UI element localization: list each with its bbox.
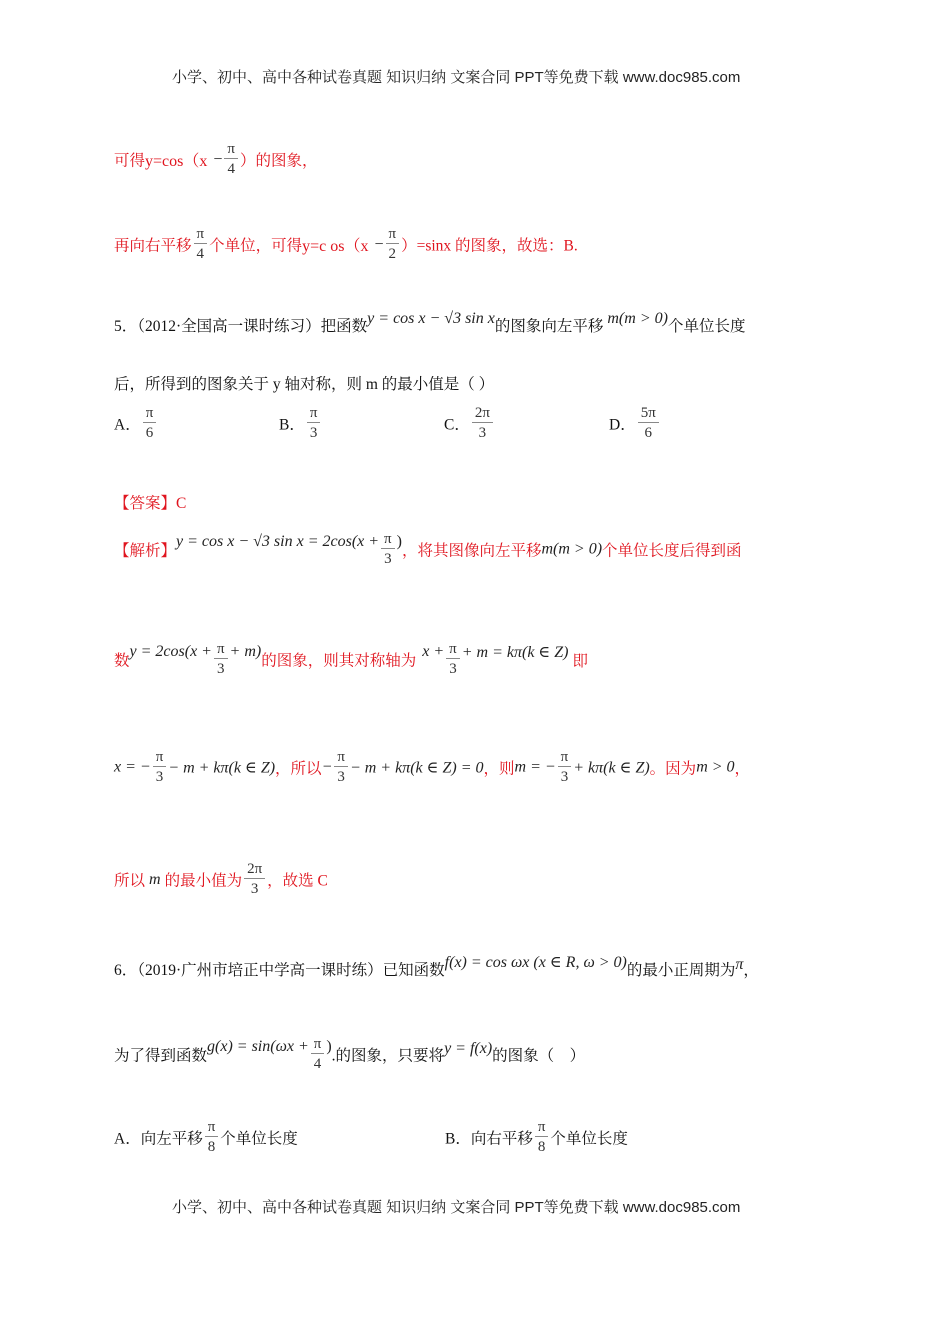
answer-value: C — [176, 495, 187, 512]
question-6-line-2: 为了得到函数g(x) = sin(ωx + $\frac{\pi}{4}$ ).的图象，只要将y = f(x)的图象（ ） — [114, 1036, 586, 1072]
math-expr: x + — [422, 642, 445, 660]
page-header: 小学、初中、高中各种试卷真题 知识归纳 文案合同 PPT等免费下载 www.doc985.com — [172, 69, 741, 86]
analysis-line-4: 所以 m 的最小值为 $\frac{2\pi}{3}$ ，故选 C — [114, 861, 328, 897]
math-expr: y=c os（x — [302, 238, 369, 255]
math-expr: x = − — [114, 758, 151, 776]
math-expr: y = f(x) — [444, 1039, 493, 1057]
question-6-line-1: 6．（2019·广州市培正中学高一课时练）已知函数f(x) = cos ωx (x ∈ R, ω > 0)的最小正周期为π， — [114, 954, 759, 979]
question-number: 6．（2019·广州市培正中学高一课时练）已知函数 — [114, 962, 445, 979]
fraction: $\frac{\pi}{4}$ — [224, 140, 238, 179]
text: 的最小正周期为 — [626, 962, 736, 979]
analysis-tag: 【解析】 — [114, 542, 177, 560]
math-expr: y = cos x − √3 sin x = 2cos(x + — [176, 532, 380, 550]
text: 的图象向左平移 — [494, 318, 604, 335]
prev-solution-line-1: 可得y=cos（x − $\frac{\pi}{4}$ ）的图象， — [114, 141, 318, 177]
text: 可得 — [114, 152, 146, 170]
option-b[interactable]: B． $\frac{\pi}{3}$ — [279, 404, 322, 443]
text: ）的图象， — [239, 152, 318, 170]
math-expr: y = 2cos(x + — [129, 642, 212, 660]
question-5-options — [114, 404, 714, 454]
text: ，将其图像向左平移 — [401, 542, 542, 560]
text: 个单位长度后得到函 — [602, 542, 742, 560]
prev-solution-line-2: 再向右平移 $\frac{\pi}{4}$ 个单位，可得y=c os（x − $\frac{\pi}{2}$ ）=sinx 的图象，故选：B. — [114, 226, 578, 262]
page-footer: 小学、初中、高中各种试卷真题 知识归纳 文案合同 PPT等免费下载 www.doc985.com — [172, 1199, 741, 1216]
option-c[interactable]: C． $\frac{2\pi}{3}$ — [444, 404, 495, 443]
math-expr: m(m > 0) — [607, 310, 668, 327]
text: 再向右平移 — [114, 237, 192, 255]
analysis-line-2: 数y = 2cos(x + $\frac{\pi}{3}$ + m)的图象，则其对称轴为x + $\frac{\pi}{3}$ + m = kπ(k ∈ Z)即 — [114, 641, 589, 677]
q6-option-b[interactable]: B．向右平移 $\frac{\pi}{8}$ 个单位长度 — [445, 1119, 628, 1155]
text: 个单位长度 — [667, 318, 746, 335]
math-expr: y = cos x − √3 sin x — [367, 310, 495, 327]
question-number: 5．（2012·全国高一课时练习）把函数 — [114, 318, 368, 335]
option-d[interactable]: D． $\frac{5\pi}{6}$ — [609, 404, 661, 443]
question-5-line-1 — [114, 310, 746, 336]
math-expr: m(m > 0) — [541, 540, 603, 558]
text: 的图象，则其对称轴为 — [261, 652, 417, 670]
answer-tag: 【答案】 — [114, 495, 177, 512]
fraction: $\frac{\pi}{4}$ — [194, 225, 208, 264]
option-a[interactable]: A． $\frac{\pi}{6}$ — [114, 404, 158, 443]
math-expr: g(x) = sin(ωx + — [207, 1037, 309, 1055]
text: 个单位，可得 — [209, 237, 303, 255]
fraction: $\frac{\pi}{2}$ — [386, 225, 400, 264]
question-5-line-2: 后，所得到的图象关于 y 轴对称，则 m 的最小值是（ ） — [114, 376, 495, 393]
analysis-line-1: 【解析】y = cos x − √3 sin x = 2cos(x + $\frac{\pi}{3}$ )，将其图像向左平移m(m > 0)个单位长度后得到函 — [114, 531, 742, 567]
answer-line — [114, 491, 186, 513]
math-expr: y=cos（x — [145, 153, 208, 170]
math-expr: f(x) = cos ωx (x ∈ R, ω > 0) — [444, 954, 627, 971]
text: ）=sinx 的图象，故选：B. — [401, 237, 578, 255]
analysis-line-3: x = − $\frac{\pi}{3}$ − m + kπ(k ∈ Z)，所以− $\frac{\pi}{3}$ − m + kπ(k ∈ Z) = 0，则m = − $\frac{\pi}{3}$ + kπ(k ∈ Z)。因为m > 0， — [114, 749, 751, 785]
q6-option-a[interactable]: A．向左平移 $\frac{\pi}{8}$ 个单位长度 — [114, 1119, 298, 1155]
